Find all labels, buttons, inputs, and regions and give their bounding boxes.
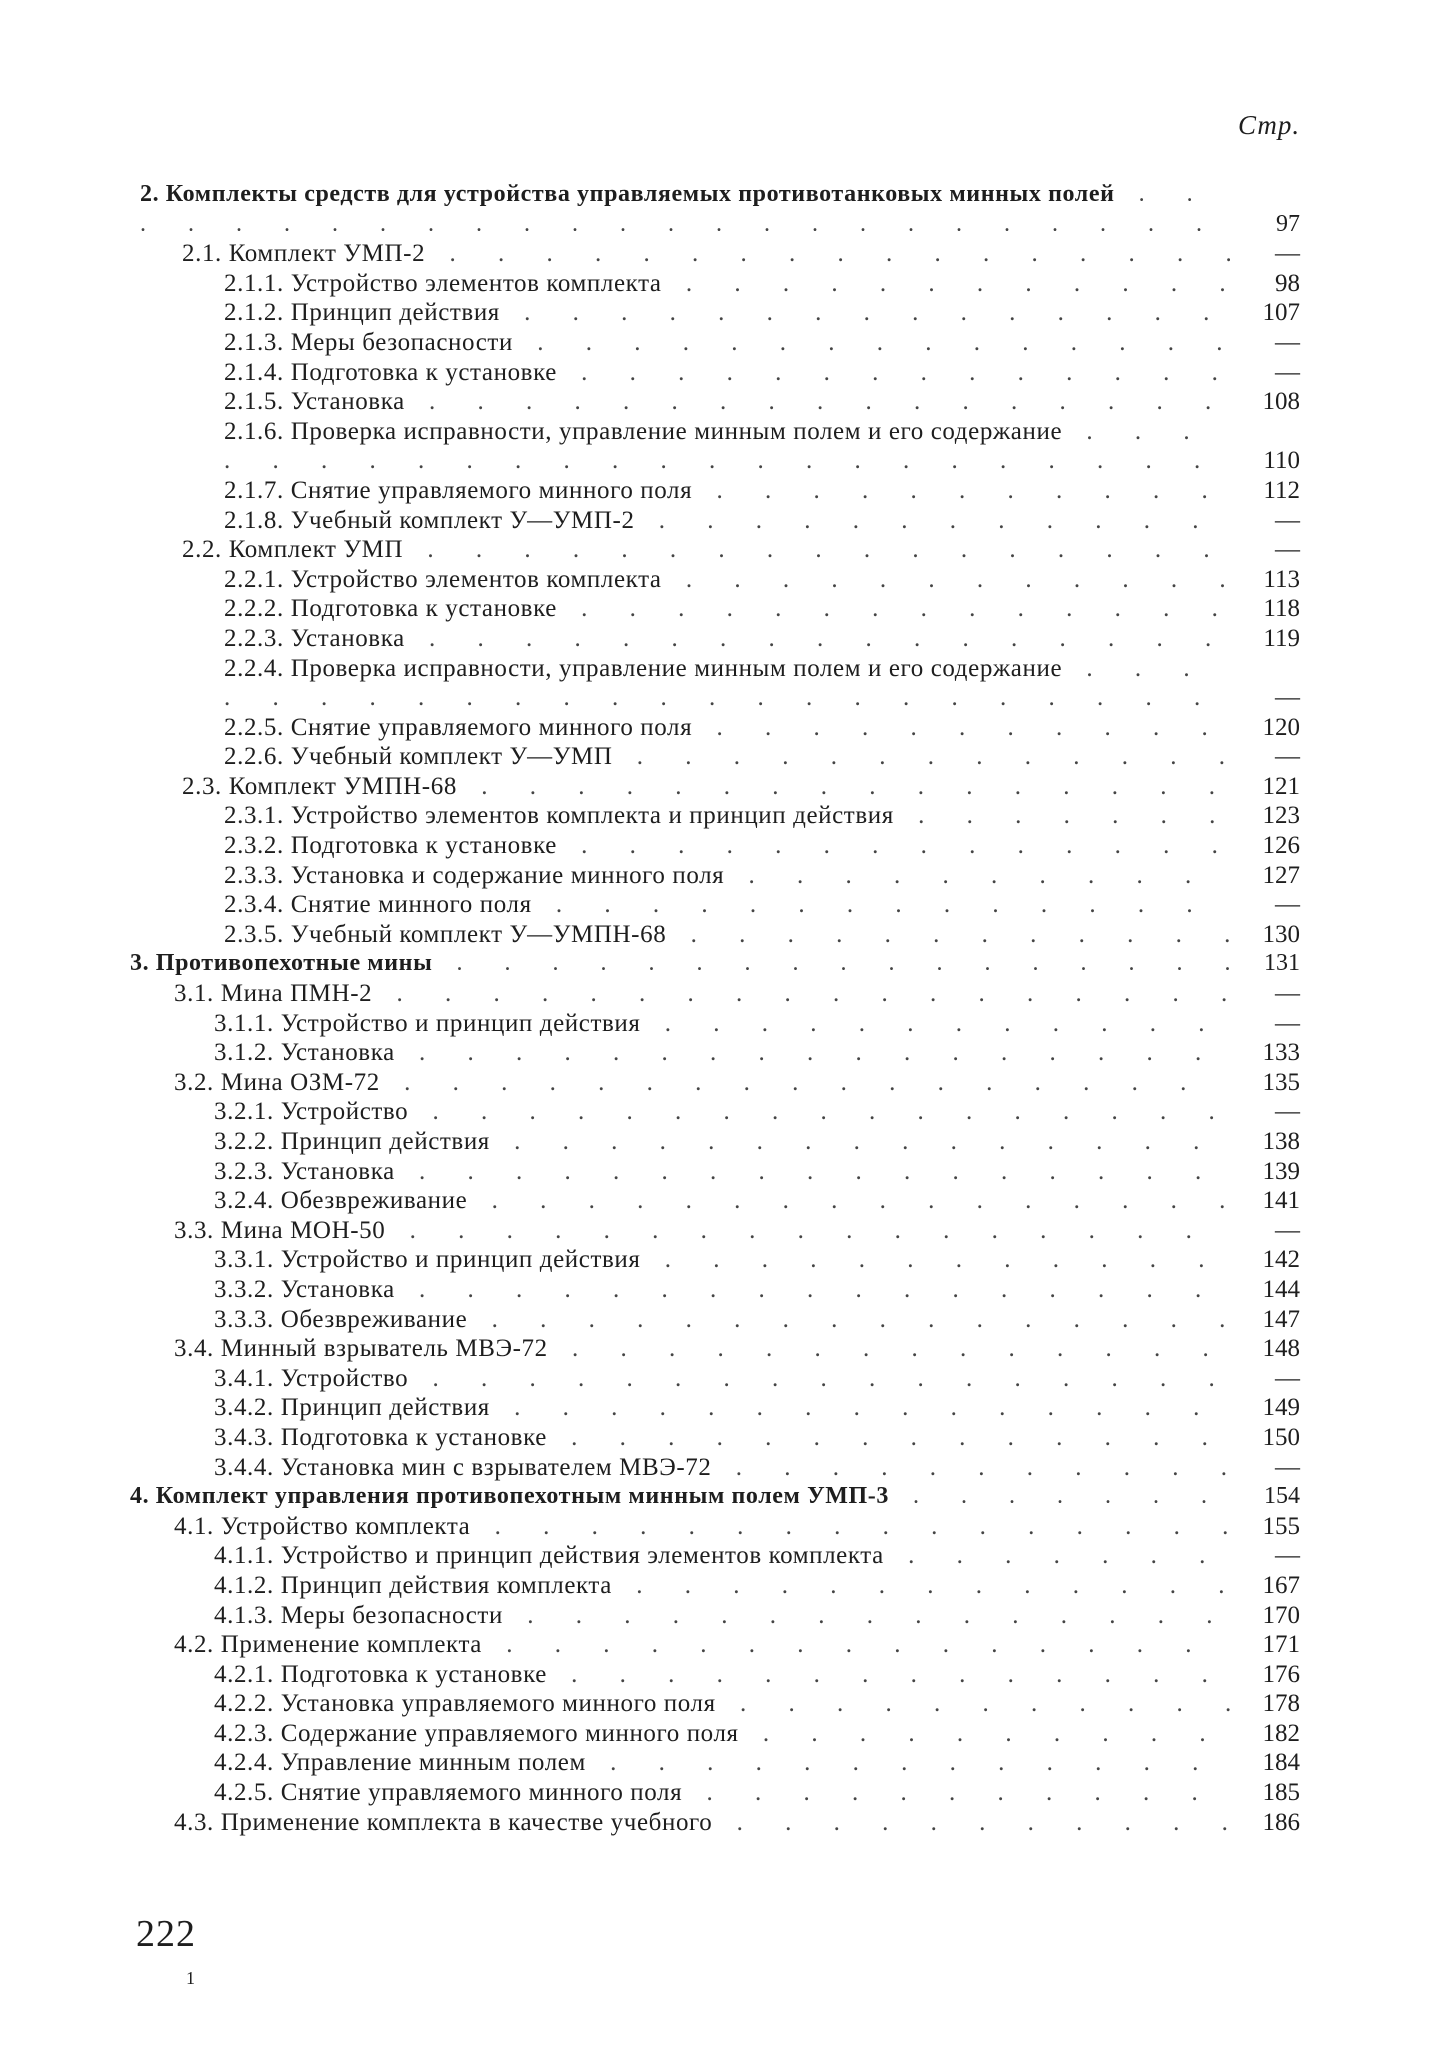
- toc-entry-title: 3.2.1. Устройство . . .: [214, 1097, 1230, 1127]
- toc-entry-title: 3.4.4. Установка мин с взрывателем МВЭ-72 . . .: [214, 1453, 1230, 1483]
- toc-subsection-entry: [140, 1719, 1300, 1749]
- toc-entry-page: 185: [1262, 1779, 1300, 1807]
- toc-subsection-entry: [140, 1541, 1300, 1571]
- toc-entry-title: 4.2.5. Снятие управляемого минного поля . . .: [214, 1778, 1230, 1808]
- toc-entry-title: 3.4.3. Подготовка к установке . . .: [214, 1423, 1230, 1453]
- toc-subsection-entry: [140, 890, 1300, 920]
- toc-subsection-entry: [140, 1778, 1300, 1808]
- table-of-contents: [130, 180, 1300, 1837]
- toc-section-entry: [140, 535, 1300, 565]
- toc-entry-title: 2.3.1. Устройство элементов комплекта и принцип действия . . .: [224, 801, 1230, 831]
- toc-subsection-entry: [140, 1689, 1300, 1719]
- toc-entry-page: 112: [1263, 476, 1300, 504]
- toc-entry-page: 184: [1262, 1749, 1300, 1777]
- toc-entry-page: 133: [1262, 1039, 1300, 1067]
- toc-entry-title: 2.1.8. Учебный комплект У—УМП-2 . . .: [224, 506, 1230, 536]
- toc-entry-page: 113: [1263, 565, 1300, 593]
- toc-subsection-entry: [140, 742, 1300, 772]
- toc-entry-page: 97: [1276, 210, 1300, 237]
- toc-entry-page: 149: [1262, 1394, 1300, 1422]
- toc-entry-page: 126: [1262, 832, 1300, 860]
- toc-subsection-entry: [140, 1038, 1300, 1068]
- toc-entry-title: 2.3.3. Установка и содержание минного поля . . .: [224, 861, 1230, 891]
- toc-entry-title: 3.2.4. Обезвреживание . . .: [214, 1186, 1230, 1216]
- toc-entry-title: 2.3. Комплект УМПН-68 . . .: [182, 772, 1230, 802]
- toc-entry-page: —: [1275, 240, 1300, 268]
- toc-subsection-entry: [140, 1393, 1300, 1423]
- toc-subsection-entry: [140, 1186, 1300, 1216]
- toc-entry-title: 3.3.2. Установка . . .: [214, 1275, 1230, 1305]
- toc-chapter-entry: [140, 180, 1300, 239]
- toc-subsection-entry: [140, 1571, 1300, 1601]
- toc-entry-title: 2.1.6. Проверка исправности, управление минным полем и его содержание . . .: [224, 417, 1230, 476]
- toc-section-entry: [140, 1216, 1300, 1246]
- toc-subsection-entry: [140, 654, 1300, 713]
- toc-subsection-entry: [140, 861, 1300, 891]
- toc-entry-title: 2.2. Комплект УМП . . .: [182, 535, 1230, 565]
- toc-entry-title: 2.3.4. Снятие минного поля . . .: [224, 890, 1230, 920]
- toc-entry-page: —: [1275, 1453, 1300, 1481]
- toc-entry-page: —: [1275, 891, 1300, 919]
- toc-subsection-entry: [140, 565, 1300, 595]
- toc-section-entry: [140, 772, 1300, 802]
- toc-entry-page: 178: [1262, 1690, 1300, 1718]
- toc-entry-title: 4.1. Устройство комплекта . . .: [174, 1512, 1230, 1542]
- toc-entry-title: 4.1.1. Устройство и принцип действия элементов комплекта . . .: [214, 1541, 1230, 1571]
- toc-subsection-entry: [140, 920, 1300, 950]
- toc-entry-page: —: [1275, 328, 1300, 356]
- toc-entry-page: 150: [1262, 1423, 1300, 1451]
- page-column-header: Стр.: [1238, 110, 1301, 140]
- toc-entry-title: 2.2.4. Проверка исправности, управление минным полем и его содержание . . .: [224, 654, 1230, 713]
- toc-subsection-entry: [140, 1660, 1300, 1690]
- toc-entry-title: 3.2. Мина ОЗМ-72 . . .: [174, 1068, 1230, 1098]
- toc-entry-page: 154: [1264, 1483, 1300, 1510]
- toc-entry-page: —: [1275, 1216, 1300, 1244]
- toc-entry-page: 148: [1262, 1335, 1300, 1363]
- toc-entry-page: 110: [1263, 447, 1300, 475]
- toc-subsection-entry: [140, 624, 1300, 654]
- toc-entry-title: 2.2.2. Подготовка к установке . . .: [224, 594, 1230, 624]
- toc-subsection-entry: [140, 328, 1300, 358]
- toc-entry-page: 155: [1262, 1512, 1300, 1540]
- toc-entry-title: 2.1.4. Подготовка к установке . . .: [224, 358, 1230, 388]
- toc-entry-page: —: [1275, 684, 1300, 712]
- toc-entry-page: —: [1275, 1098, 1300, 1126]
- toc-entry-title: 2.1.5. Установка . . .: [224, 387, 1230, 417]
- toc-entry-title: 4.2.1. Подготовка к установке . . .: [214, 1660, 1230, 1690]
- toc-entry-title: 2.2.5. Снятие управляемого минного поля . . .: [224, 713, 1230, 743]
- toc-entry-page: —: [1275, 743, 1300, 771]
- toc-subsection-entry: [140, 1157, 1300, 1187]
- toc-entry-title: 4.2.3. Содержание управляемого минного поля . . .: [214, 1719, 1230, 1749]
- toc-entry-page: 121: [1262, 772, 1300, 800]
- toc-chapter-entry: [130, 949, 1300, 979]
- toc-subsection-entry: [140, 298, 1300, 328]
- toc-entry-page: 182: [1262, 1719, 1300, 1747]
- toc-section-entry: [140, 1334, 1300, 1364]
- toc-subsection-entry: [140, 1097, 1300, 1127]
- toc-entry-title: 3.1.2. Установка . . .: [214, 1038, 1230, 1068]
- toc-entry-page: —: [1275, 980, 1300, 1008]
- toc-entry-title: 3.1. Мина ПМН-2 . . .: [174, 979, 1230, 1009]
- toc-section-entry: [140, 1808, 1300, 1838]
- toc-section-entry: [140, 1068, 1300, 1098]
- toc-subsection-entry: [140, 476, 1300, 506]
- toc-entry-title: 4.2. Применение комплекта . . .: [174, 1630, 1230, 1660]
- toc-entry-page: 142: [1262, 1246, 1300, 1274]
- toc-subsection-entry: [140, 1601, 1300, 1631]
- toc-entry-page: 120: [1262, 713, 1300, 741]
- toc-entry-page: 144: [1262, 1275, 1300, 1303]
- toc-subsection-entry: [140, 1245, 1300, 1275]
- toc-entry-page: 138: [1262, 1128, 1300, 1155]
- toc-section-entry: [140, 1512, 1300, 1542]
- toc-entry-page: 108: [1262, 388, 1300, 416]
- toc-entry-page: 135: [1262, 1068, 1300, 1096]
- toc-subsection-entry: [140, 1364, 1300, 1394]
- toc-entry-title: 4.2.4. Управление минным полем . . .: [214, 1748, 1230, 1778]
- toc-entry-title: 2.1.1. Устройство элементов комплекта . . .: [224, 269, 1230, 299]
- toc-subsection-entry: [140, 713, 1300, 743]
- toc-entry-page: 171: [1262, 1631, 1300, 1659]
- toc-entry-page: 123: [1262, 802, 1300, 830]
- toc-entry-title: 3.3.3. Обезвреживание . . .: [214, 1305, 1230, 1335]
- toc-subsection-entry: [140, 594, 1300, 624]
- toc-entry-title: 3.3. Мина МОН-50 . . .: [174, 1216, 1230, 1246]
- toc-subsection-entry: [140, 1453, 1300, 1483]
- toc-subsection-entry: [140, 1009, 1300, 1039]
- toc-entry-page: —: [1275, 536, 1300, 564]
- toc-entry-title: 3.1.1. Устройство и принцип действия . . .: [214, 1009, 1230, 1039]
- toc-entry-title: 4. Комплект управления противопехотным минным полем УМП-3 . . .: [130, 1482, 1230, 1512]
- toc-entry-page: —: [1275, 1009, 1300, 1037]
- toc-entry-page: 176: [1262, 1660, 1300, 1688]
- toc-entry-title: 2.1.3. Меры безопасности . . .: [224, 328, 1230, 358]
- toc-subsection-entry: [140, 506, 1300, 536]
- toc-entry-title: 2.1.2. Принцип действия . . .: [224, 298, 1230, 328]
- toc-subsection-entry: [140, 831, 1300, 861]
- toc-section-entry: [140, 239, 1300, 269]
- toc-entry-title: 2.1.7. Снятие управляемого минного поля . . .: [224, 476, 1230, 506]
- toc-entry-page: 141: [1262, 1187, 1300, 1215]
- toc-entry-page: 167: [1262, 1571, 1300, 1599]
- toc-entry-page: —: [1275, 506, 1300, 534]
- toc-entry-page: 186: [1262, 1808, 1300, 1836]
- toc-subsection-entry: [140, 1275, 1300, 1305]
- toc-subsection-entry: [140, 1748, 1300, 1778]
- toc-entry-title: 3.2.2. Принцип действия . . .: [214, 1127, 1230, 1157]
- toc-entry-title: 2.2.6. Учебный комплект У—УМП . . .: [224, 742, 1230, 772]
- toc-entry-title: 3.2.3. Установка . . .: [214, 1157, 1230, 1187]
- toc-section-entry: [140, 1630, 1300, 1660]
- toc-subsection-entry: [140, 417, 1300, 476]
- toc-entry-title: 4.2.2. Установка управляемого минного поля . . .: [214, 1689, 1230, 1719]
- toc-subsection-entry: [140, 1305, 1300, 1335]
- toc-entry-page: 131: [1264, 950, 1300, 977]
- toc-subsection-entry: [140, 269, 1300, 299]
- toc-entry-title: 2.3.5. Учебный комплект У—УМПН-68 . . .: [224, 920, 1230, 950]
- toc-entry-page: 147: [1262, 1305, 1300, 1333]
- toc-entry-title: 3.4.2. Принцип действия . . .: [214, 1393, 1230, 1423]
- toc-subsection-entry: [140, 387, 1300, 417]
- toc-entry-title: 2.2.1. Устройство элементов комплекта . . .: [224, 565, 1230, 595]
- toc-chapter-entry: [130, 1482, 1300, 1512]
- toc-entry-page: 118: [1263, 595, 1300, 623]
- toc-entry-page: —: [1275, 1364, 1300, 1392]
- toc-subsection-entry: [140, 801, 1300, 831]
- toc-entry-title: 3.3.1. Устройство и принцип действия . . .: [214, 1245, 1230, 1275]
- toc-entry-page: —: [1275, 1542, 1300, 1570]
- toc-entry-title: 2.2.3. Установка . . .: [224, 624, 1230, 654]
- toc-entry-page: 139: [1262, 1157, 1300, 1185]
- toc-entry-page: 170: [1262, 1601, 1300, 1629]
- toc-entry-page: 130: [1262, 920, 1300, 948]
- toc-entry-title: 2. Комплекты средств для устройства управляемых противотанковых минных полей . . .: [140, 180, 1230, 239]
- toc-subsection-entry: [140, 1127, 1300, 1157]
- toc-entry-title: 2.3.2. Подготовка к установке . . .: [224, 831, 1230, 861]
- toc-entry-page: 107: [1262, 299, 1300, 327]
- toc-entry-title: 4.1.2. Принцип действия комплекта . . .: [214, 1571, 1230, 1601]
- toc-entry-page: 119: [1263, 624, 1300, 652]
- toc-entry-title: 3.4.1. Устройство . . .: [214, 1364, 1230, 1394]
- toc-entry-title: 4.1.3. Меры безопасности . . .: [214, 1601, 1230, 1631]
- page-number: 222: [136, 1913, 196, 1955]
- toc-entry-title: 4.3. Применение комплекта в качестве учебного . . .: [174, 1808, 1230, 1838]
- toc-entry-page: —: [1275, 358, 1300, 386]
- toc-subsection-entry: [140, 358, 1300, 388]
- toc-subsection-entry: [140, 1423, 1300, 1453]
- footer-mark: 1: [186, 1968, 195, 1988]
- toc-entry-title: 3. Противопехотные мины . . .: [130, 949, 1230, 979]
- toc-entry-title: 3.4. Минный взрыватель МВЭ-72 . . .: [174, 1334, 1230, 1364]
- toc-section-entry: [140, 979, 1300, 1009]
- toc-entry-page: 98: [1275, 269, 1300, 297]
- toc-entry-title: 2.1. Комплект УМП-2 . . .: [182, 239, 1230, 269]
- toc-entry-page: 127: [1262, 861, 1300, 889]
